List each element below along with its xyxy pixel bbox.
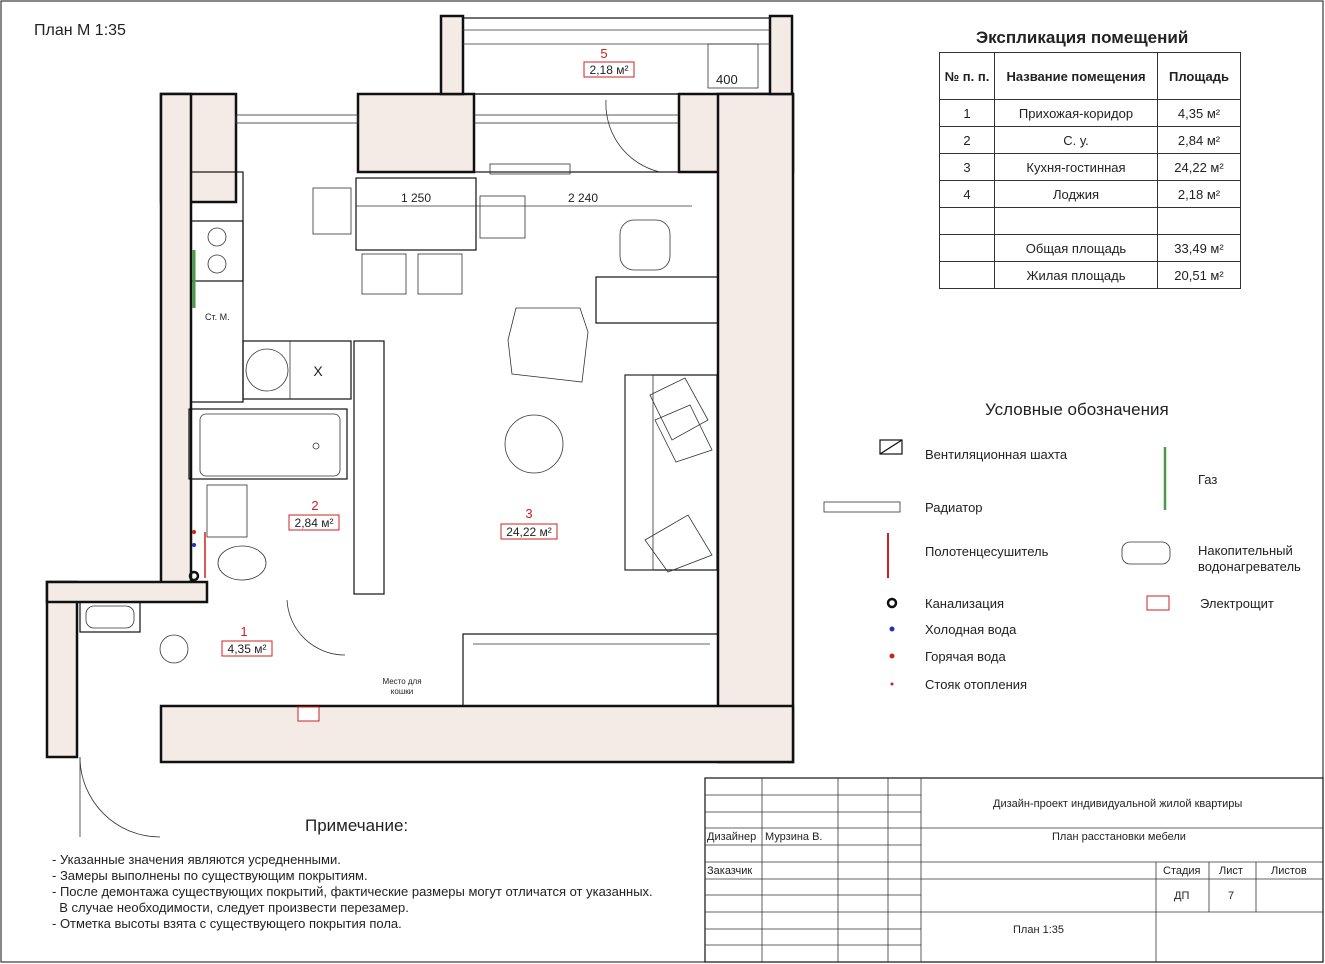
hot-water-icon: [890, 654, 895, 659]
row-name: [995, 208, 1158, 235]
toilet: [218, 546, 266, 580]
col-header-number: № п. п.: [940, 53, 995, 100]
room1-area: 4,35 м²: [227, 642, 267, 656]
loggia-right: [770, 16, 792, 94]
loggia: [463, 18, 770, 94]
table-row: [940, 154, 1241, 181]
wall-entry-left: [47, 582, 77, 757]
dining-table: [356, 178, 476, 250]
stamp-sheets-label: Листов: [1271, 865, 1307, 877]
legend-panel: Электрощит: [1200, 596, 1274, 611]
cushion: [650, 378, 708, 440]
row-name: Общая площадь: [995, 235, 1158, 262]
kitchen-sink: [246, 349, 288, 391]
walls: [47, 16, 793, 762]
pouf: [160, 635, 188, 663]
stamp-sheet-title: План расстановки мебели: [1052, 831, 1186, 843]
row-area: 20,51 м²: [1158, 262, 1241, 289]
bath-door-swing: [287, 600, 345, 655]
row-name: Кухня-гостинная: [995, 154, 1158, 181]
radiator-icon: [824, 502, 900, 512]
row-area: 24,22 м²: [1158, 154, 1241, 181]
note-line: - Отметка высоты взята с существующего покрытия пола.: [52, 916, 402, 931]
explication-table: [939, 52, 1241, 289]
row-name: Прихожая-коридор: [995, 100, 1158, 127]
desk: [596, 277, 718, 323]
row-number: 2: [940, 127, 995, 154]
table-row: [940, 100, 1241, 127]
legend-vent: Вентиляционная шахта: [925, 447, 1068, 462]
sewer-riser: [190, 572, 198, 580]
stamp-designer: Мурзина В.: [765, 831, 823, 843]
note-line: - Замеры выполнены по существующим покрытиям.: [52, 868, 368, 883]
row-name: Лоджия: [995, 181, 1158, 208]
row-number: [940, 208, 995, 235]
stove: [191, 221, 243, 281]
desk-chair: [620, 220, 670, 270]
cushion: [645, 515, 712, 572]
wall-right: [718, 94, 793, 762]
dim-2240: 2 240: [567, 191, 599, 205]
legend-heating: Стояк отопления: [925, 677, 1028, 692]
room5-area: 2,18 м²: [589, 63, 629, 77]
row-area: 2,84 м²: [1158, 127, 1241, 154]
entry-door-swing: [80, 757, 160, 837]
wardrobe: [354, 341, 384, 594]
dim-400: 400: [716, 72, 738, 87]
row-area: [1158, 208, 1241, 235]
wall-bottom: [161, 706, 793, 762]
stamp-stage-label: Стадия: [1163, 865, 1201, 877]
room3-number: 3: [525, 506, 533, 521]
heating-riser-icon: [891, 683, 894, 686]
row-area: 4,35 м²: [1158, 100, 1241, 127]
legend-hot: Горячая вода: [925, 649, 1006, 664]
water-heater-icon: [1122, 542, 1170, 564]
legend-radiator: Радиатор: [925, 500, 983, 515]
balcony-door-swing: [606, 100, 660, 172]
legend-boiler: Накопительный водонагреватель: [1198, 543, 1301, 574]
bathroom: [189, 409, 347, 655]
legend-sewer: Канализация: [925, 596, 1004, 611]
stove-label: Ст. М.: [205, 312, 230, 322]
legend-title: Условные обозначения: [985, 400, 1169, 419]
stamp-sheet-label: Лист: [1219, 865, 1243, 877]
notes-title: Примечание:: [305, 816, 409, 835]
washer-label: Х: [313, 363, 323, 379]
stamp-designer-label: Дизайнер: [707, 831, 757, 843]
cold-water-icon: [890, 627, 895, 632]
row-number: 1: [940, 100, 995, 127]
room2-area: 2,84 м²: [294, 516, 334, 530]
note-line: В случае необходимости, следует произвести перезамер.: [52, 900, 409, 915]
row-number: 4: [940, 181, 995, 208]
table-row: [940, 127, 1241, 154]
notes-list: [52, 852, 653, 932]
row-area: 2,18 м²: [1158, 181, 1241, 208]
table-row: [940, 208, 1241, 235]
note-line: - Указанные значения являются усредненными.: [52, 852, 341, 867]
room3-area: 24,22 м²: [506, 525, 552, 539]
table-row: [940, 181, 1241, 208]
panel-icon: [1147, 596, 1169, 610]
legend-cold: Холодная вода: [925, 622, 1017, 637]
row-number: [940, 262, 995, 289]
armchair: [508, 308, 588, 382]
col-header-area: Площадь: [1158, 53, 1241, 100]
plan-title: План М 1:35: [34, 22, 126, 39]
wall-entry-top: [47, 582, 207, 602]
col-header-name: Название помещения: [995, 53, 1158, 100]
stamp-stage: ДП: [1174, 890, 1190, 902]
stamp-client-label: Заказчик: [707, 865, 753, 877]
coffee-table: [505, 415, 563, 473]
room5-number: 5: [600, 46, 608, 61]
bathroom-sink: [207, 485, 247, 537]
table-row: [940, 262, 1241, 289]
stamp-scale: План 1:35: [1013, 924, 1064, 936]
table-row: [940, 235, 1241, 262]
stamp-project: Дизайн-проект индивидуальной жилой квартиры: [993, 798, 1243, 810]
explication-title: Экспликация помещений: [976, 28, 1189, 47]
row-name: Жилая площадь: [995, 262, 1158, 289]
loggia-bottom: [463, 634, 718, 706]
row-area: 33,49 м²: [1158, 235, 1241, 262]
legend-gas: Газ: [1198, 472, 1218, 487]
legend-towel: Полотенцесушитель: [925, 544, 1049, 559]
wall-top-mid: [358, 94, 474, 172]
dim-1250: 1 250: [400, 191, 432, 205]
row-number: [940, 235, 995, 262]
note-line: - После демонтажа существующих покрытий, фактические размеры могут отличатся от указанных.: [52, 884, 653, 899]
wall-left: [161, 94, 191, 584]
cat-label-1: Место для: [382, 677, 422, 686]
cat-label-2: кошки: [390, 687, 414, 696]
stamp-sheet: 7: [1228, 890, 1235, 902]
room2-number: 2: [311, 498, 319, 513]
room1-number: 1: [240, 624, 248, 639]
row-number: 3: [940, 154, 995, 181]
living-furniture: [505, 220, 718, 572]
loggia-left: [441, 16, 463, 94]
water-heater: [86, 606, 134, 628]
electric-panel: [298, 707, 319, 721]
sewer-icon: [888, 599, 896, 607]
kitchen: [191, 172, 384, 594]
row-name: С. у.: [995, 127, 1158, 154]
